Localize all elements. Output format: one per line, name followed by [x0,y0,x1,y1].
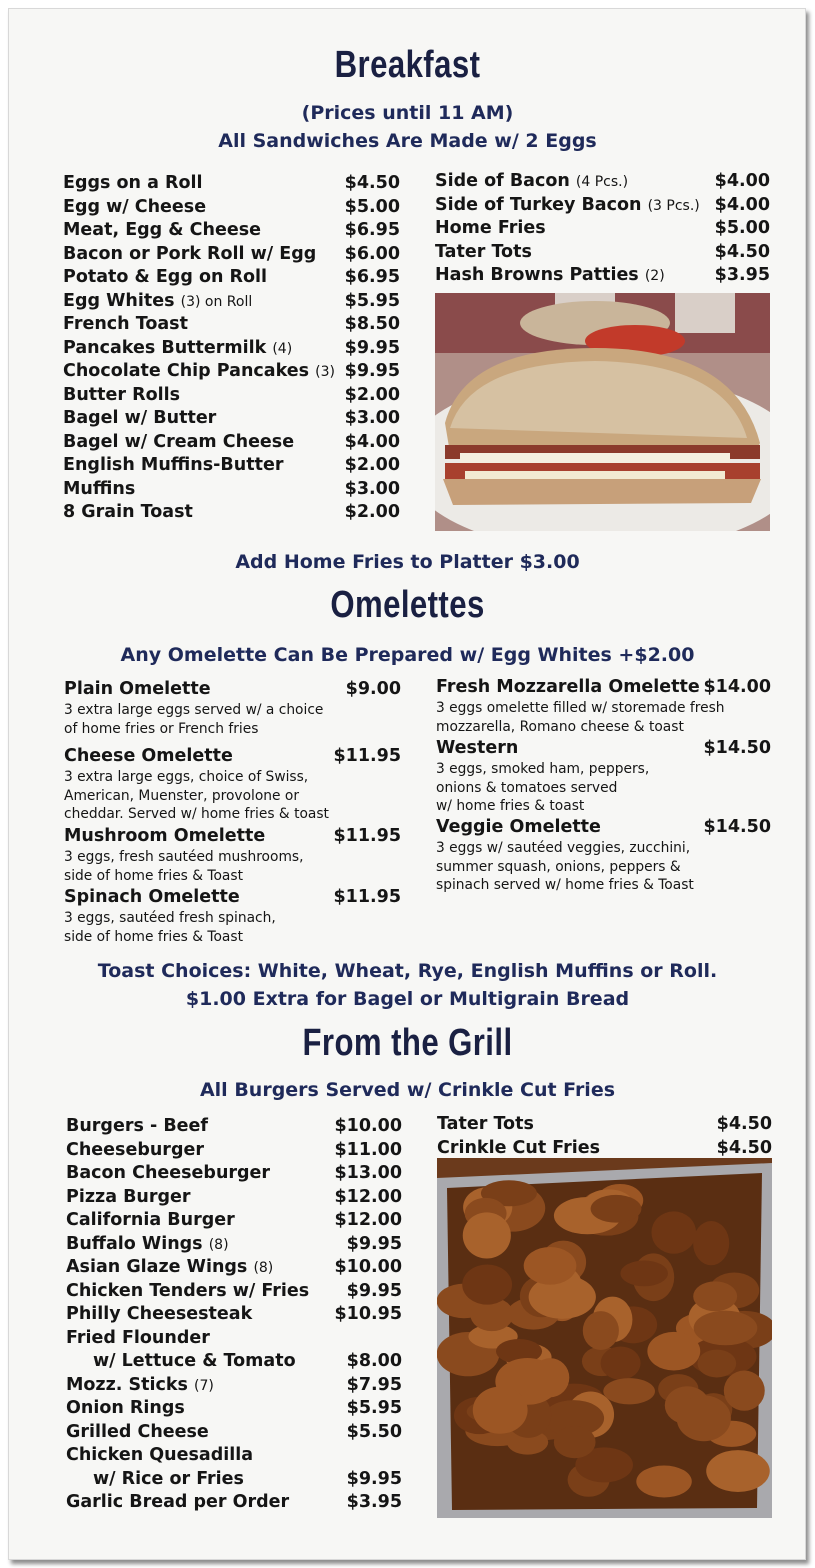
wings-photo [437,1158,772,1518]
menu-item-price: $12.00 [334,1210,402,1230]
menu-item-label: Bagel w/ Butter [63,408,217,428]
menu-item-price: $9.95 [346,1280,402,1301]
menu-item-label: English Muffins-Butter [63,455,284,475]
menu-item-label: Mozz. Sticks [66,1374,188,1395]
wing-piece [706,1450,770,1492]
menu-item-label: Chocolate Chip Pancakes [63,361,310,381]
menu-item-name [66,1256,273,1281]
menu-item-label: Pizza Burger [66,1186,191,1207]
menu-item-price: $5.00 [344,196,400,217]
menu-item-name [66,1374,214,1399]
menu-item [63,384,400,408]
menu-item-name [66,1186,191,1210]
omelette-mushroom [64,826,401,885]
menu-item-name [435,170,628,195]
menu-item-name [63,431,294,455]
menu-item-name [63,172,203,196]
wing-piece [462,1265,512,1305]
menu-item [66,1115,402,1139]
menu-item-price: $11.00 [334,1139,402,1160]
menu-item-name [66,1162,270,1186]
menu-item-price: $5.00 [714,218,770,238]
menu-item-price: $2.00 [344,502,400,522]
menu-item [63,172,400,196]
menu-item-price: $4.50 [716,1114,772,1134]
breakfast-title: Breakfast [334,44,481,86]
grill-title: From the Grill [302,1022,513,1064]
menu-item-price: $5.50 [346,1421,402,1442]
menu-item-label: Butter Rolls [63,384,181,405]
menu-item-price: $4.00 [344,431,400,452]
menu-item-price: $4.00 [714,171,770,191]
wing-piece [554,1426,596,1458]
menu-item-name [63,454,283,478]
menu-item-name [63,407,216,431]
menu-item-label: Egg w/ Cheese [63,196,207,217]
menu-item [63,407,400,431]
menu-item-price: $3.00 [344,478,400,499]
grill-right-list [437,1113,772,1160]
menu-item-label: Tater Tots [437,1114,534,1134]
menu-item [63,454,400,478]
egg-whites-note: Any Omelette Can Be Prepared w/ Egg Whites +$2.00 [120,644,695,666]
sandwich-note: All Sandwiches Are Made w/ 2 Eggs [218,130,597,152]
menu-item [66,1256,402,1280]
menu-item-name [66,1139,204,1163]
menu-item [66,1186,402,1210]
menu-item-name [66,1327,210,1351]
menu-item-name [66,1397,185,1421]
menu-item-name [437,1137,600,1161]
omelette-name: Western [436,738,519,758]
menu-item-label: Crinkle Cut Fries [437,1137,601,1158]
menu-item-quantity: (3) on Roll [180,293,253,310]
wing-piece [591,1195,642,1223]
wing-piece [524,1247,577,1285]
menu-item-label: Bacon or Pork Roll w/ Egg [63,243,317,264]
menu-item-name [63,290,252,315]
menu-item-name [66,1421,209,1445]
menu-item [63,360,400,384]
menu-item-price: $5.95 [344,290,400,311]
menu-item-price: $10.95 [334,1304,402,1324]
menu-item-name [63,360,335,385]
menu-item [66,1350,402,1374]
menu-item-label: Cheeseburger [66,1139,204,1160]
omelette-name: Plain Omelette [64,679,211,699]
breakfast-left-list [63,172,400,525]
menu-item-label: Garlic Bread per Order [66,1492,290,1512]
menu-item-price: $8.00 [346,1351,402,1371]
menu-item-price: $6.95 [344,220,400,240]
menu-item-label: Side of Turkey Bacon [435,194,642,215]
menu-item-label: Asian Glaze Wings [66,1257,248,1277]
menu-item-quantity: (7) [194,1377,214,1394]
menu-item-name [66,1280,309,1304]
omelette-price: $11.95 [333,826,401,846]
menu-item [63,478,400,502]
menu-item-price: $5.95 [346,1398,402,1418]
menu-item [63,219,400,243]
menu-item-price: $3.00 [344,408,400,428]
menu-item [435,241,770,265]
wing-piece [693,1221,729,1265]
omelette-name: Mushroom Omelette [64,826,266,846]
menu-item [63,243,400,267]
sandwich-photo [435,293,770,531]
omelette-description: 3 eggs, sautéed fresh spinach, side of home fries & Toast [64,910,276,945]
menu-item-price: $4.00 [714,194,770,215]
menu-item [66,1374,402,1398]
breakfast-right-list [435,170,770,288]
menu-item-price: $10.00 [334,1257,402,1277]
wing-piece [697,1350,736,1378]
menu-item [66,1162,402,1186]
menu-item [63,501,400,525]
menu-item [435,264,770,288]
omelette-spinach [64,887,401,946]
menu-item-name [66,1233,229,1258]
menu-item-label: Fried Flounder [66,1327,210,1348]
omelette-western [436,738,771,816]
menu-item [66,1209,402,1233]
menu-item-name [63,384,180,408]
wing-piece [603,1378,655,1404]
menu-item-name [63,337,292,362]
toast-choices-line: Toast Choices: White, Wheat, Rye, English Muffins or Roll. [97,960,718,982]
menu-item [437,1137,772,1161]
menu-item-price: $6.00 [344,243,400,264]
menu-item-price: $3.95 [346,1492,402,1512]
menu-item-quantity: (4) [272,340,293,357]
menu-item-label: Bagel w/ Cream Cheese [63,431,295,452]
omelette-description: 3 eggs omelette filled w/ storemade fresh mozzarella, Romano cheese & toast [436,700,725,735]
omelette-description: 3 eggs w/ sautéed veggies, zucchini, summer squash, onions, peppers & spinach served w/ home fries & Toast [436,840,694,893]
omelette-description: 3 extra large eggs, choice of Swiss, American, Muenster, provolone or cheddar. Served w/ home fries & toast [64,769,329,822]
menu-item-name [66,1303,252,1327]
omelette-name: Cheese Omelette [64,746,233,766]
menu-item-price: $8.50 [344,314,400,334]
wing-piece [583,1311,619,1350]
omelette-name: Spinach Omelette [64,887,240,907]
wing-piece [724,1371,765,1411]
menu-item [63,337,400,361]
omelette-price: $14.00 [703,677,771,697]
wing-piece [601,1346,641,1379]
menu-item-label: Buffalo Wings [66,1233,203,1254]
menu-item-quantity: (3) [315,364,335,380]
menu-item [66,1139,402,1163]
wing-piece [636,1465,691,1497]
menu-item-label: Chicken Quesadilla [66,1445,254,1465]
menu-item [435,194,770,218]
menu-item-quantity: (3 Pcs.) [647,197,700,214]
platter-note: Add Home Fries to Platter $3.00 [235,551,580,573]
menu-item-quantity: (2) [644,268,665,284]
menu-item [66,1280,402,1304]
menu-item-price: $9.95 [346,1233,402,1254]
menu-item-quantity: (8) [208,1236,229,1253]
menu-item-price: $4.50 [714,241,770,262]
wing-piece [651,1211,696,1253]
menu-item-name [435,241,532,265]
omelette-fresh-mozzarella [436,677,771,736]
wing-piece [694,1311,758,1346]
toast-extra-line: $1.00 Extra for Bagel or Multigrain Bread [185,988,630,1010]
wing-piece [473,1387,528,1434]
menu-item-name [435,194,700,219]
menu-item-label: Eggs on a Roll [63,173,203,193]
menu-item-price: $10.00 [334,1116,402,1136]
omelette-description: 3 extra large eggs served w/ a choice of home fries or French fries [64,702,324,737]
wing-piece [463,1212,511,1258]
menu-item-label: Muffins [63,478,136,499]
menu-item-price: $4.50 [716,1137,772,1158]
wing-piece [620,1260,668,1286]
menu-item [66,1327,402,1351]
menu-item-price: $4.50 [344,173,400,193]
menu-item [63,313,400,337]
menu-item-price: $6.95 [344,267,400,287]
omelette-description: 3 eggs, fresh sautéed mushrooms, side of home fries & Toast [64,849,304,884]
menu-item-name [63,219,261,243]
menu-item [66,1397,402,1421]
menu-item-price: $3.95 [714,265,770,285]
menu-item-label: 8 Grain Toast [63,502,193,522]
menu-item-price: $7.95 [346,1374,402,1395]
menu-item-label: Philly Cheesesteak [66,1304,253,1324]
menu-item [435,170,770,194]
menu-item-label: Chicken Tenders w/ Fries [66,1280,310,1301]
menu-item-name [63,501,193,525]
menu-item [63,266,400,290]
menu-item-price: $9.95 [344,361,400,381]
menu-item [66,1233,402,1257]
menu-item [437,1113,772,1137]
menu-item-label: Side of Bacon [435,171,570,191]
omelette-price: $11.95 [333,746,401,766]
menu-item-name [66,1209,235,1233]
menu-item-price: $2.00 [344,384,400,405]
menu-item-label: Bacon Cheeseburger [66,1163,271,1183]
menu-item [63,196,400,220]
menu-item-label: Potato & Egg on Roll [63,267,268,287]
menu-item-price: $12.00 [334,1186,402,1207]
omelette-plain [64,679,401,738]
menu-item-price: $13.00 [334,1163,402,1183]
menu-item-name [437,1113,534,1137]
menu-item-label: Burgers - Beef [66,1116,209,1136]
omelette-name: Fresh Mozzarella Omelette [436,677,700,697]
menu-item-name [93,1468,244,1492]
menu-item-price: $2.00 [344,455,400,475]
grill-left-list [66,1115,402,1515]
menu-item-label: Meat, Egg & Cheese [63,220,261,240]
toast-choices [0,957,815,1013]
wing-piece [693,1281,737,1311]
menu-item-label: Tater Tots [435,241,532,262]
menu-item-label: California Burger [66,1210,235,1230]
menu-item-label: French Toast [63,314,188,334]
menu-item-label: Onion Rings [66,1398,185,1418]
menu-item [435,217,770,241]
wing-piece [647,1332,700,1371]
menu-item-name [93,1350,296,1374]
menu-item-name [66,1444,253,1468]
menu-item-price: $9.95 [346,1468,402,1489]
menu-item-label: w/ Lettuce & Tomato [93,1351,296,1371]
menu-item [63,431,400,455]
menu-item-quantity: (4 Pcs.) [575,174,629,190]
menu-item-quantity: (8) [253,1260,274,1276]
omelette-name: Veggie Omelette [436,817,601,837]
menu-item [66,1444,402,1468]
omelette-veggie [436,817,771,895]
menu-item-label: Hash Browns Patties [435,265,639,285]
omelette-cheese [64,746,401,824]
menu-item-name [63,313,188,337]
menu-item-name [63,266,267,290]
menu-item-name [66,1491,289,1515]
omelette-price: $11.95 [333,887,401,907]
omelette-price: $9.00 [345,679,401,699]
omelettes-title: Omelettes [330,584,485,626]
prices-note: (Prices until 11 AM) [301,102,514,124]
burgers-note: All Burgers Served w/ Crinkle Cut Fries [199,1079,616,1101]
omelette-price: $14.50 [703,817,771,837]
wing-piece [531,1358,569,1397]
omelette-description: 3 eggs, smoked ham, peppers, onions & tomatoes served w/ home fries & toast [436,761,650,814]
menu-item-name [435,264,665,289]
menu-item-name [435,217,546,241]
menu-item-label: Egg Whites [63,290,175,311]
menu-item [66,1468,402,1492]
menu-item-label: Pancakes Buttermilk [63,337,267,358]
menu-item-label: Grilled Cheese [66,1421,209,1442]
menu-item-label: w/ Rice or Fries [93,1468,244,1489]
menu-item [63,290,400,314]
menu-item [66,1303,402,1327]
menu-item-name [63,196,206,220]
omelette-price: $14.50 [703,738,771,758]
wing-piece [677,1395,731,1441]
menu-item [66,1491,402,1515]
menu-item-label: Home Fries [435,218,546,238]
menu-item [66,1421,402,1445]
menu-item-name [66,1115,208,1139]
menu-item-name [63,243,316,267]
menu-item-price: $9.95 [344,337,400,358]
menu-item-name [63,478,135,502]
